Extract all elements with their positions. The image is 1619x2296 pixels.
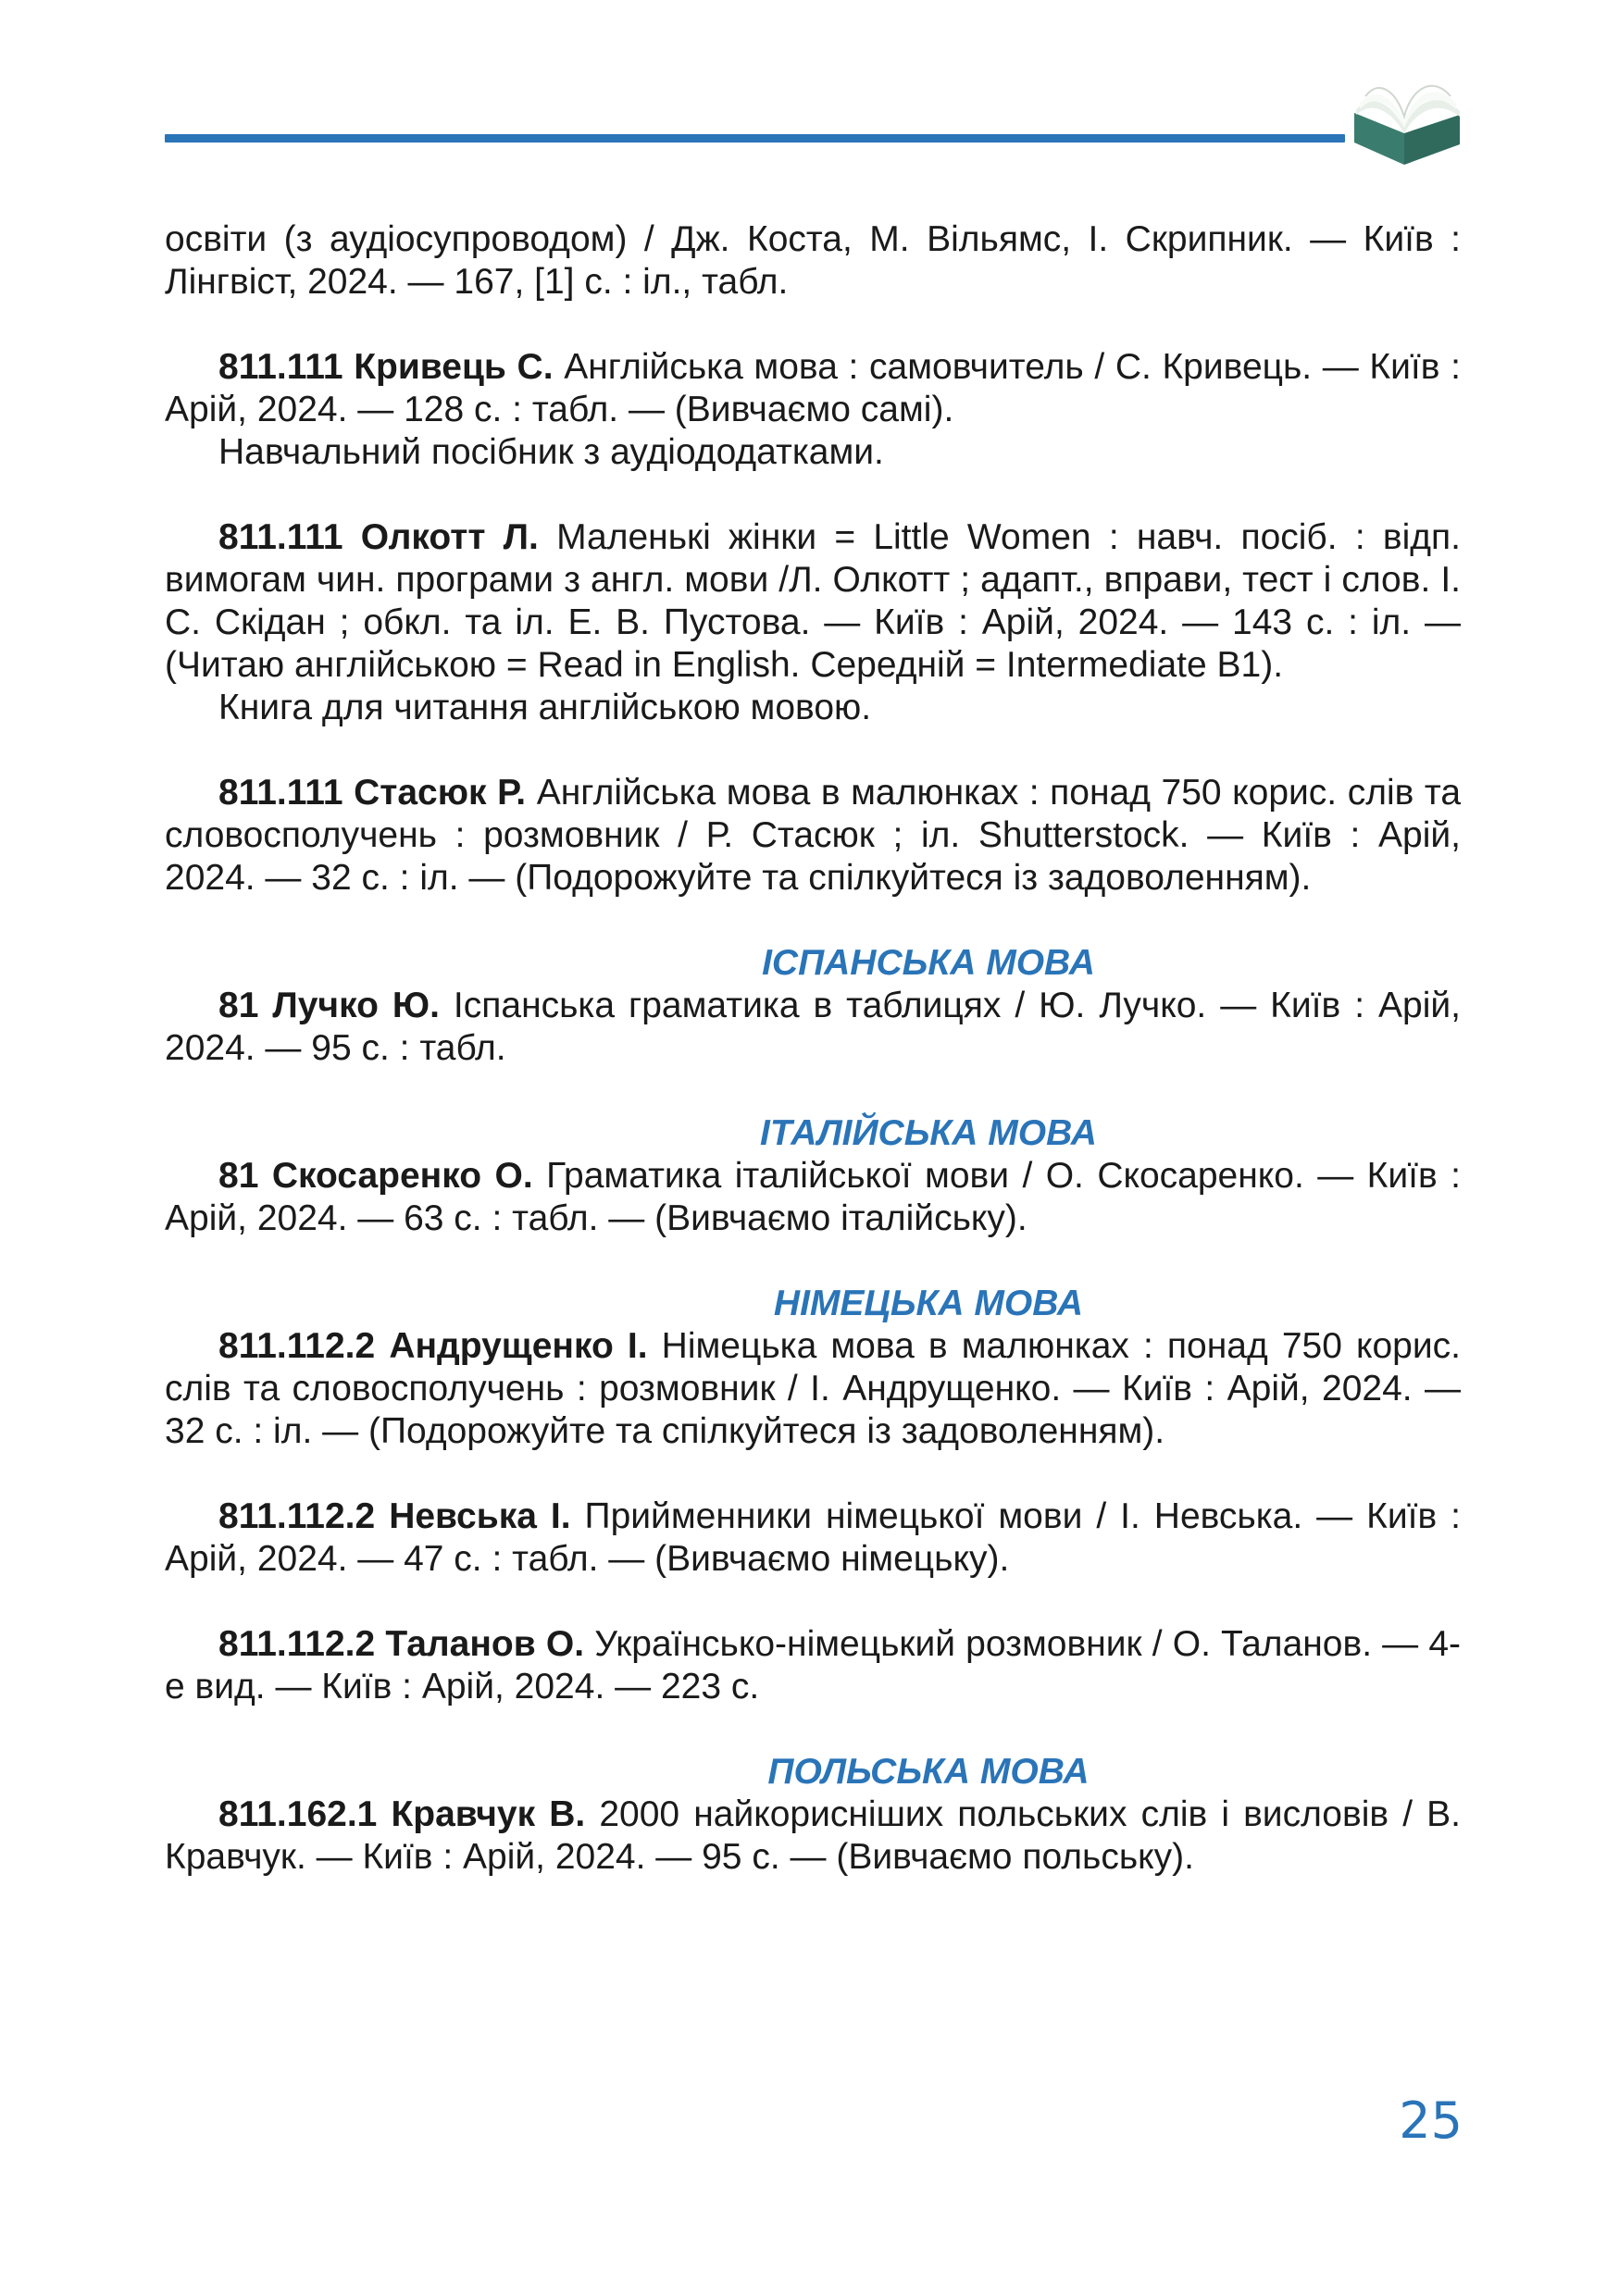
section-title: ІТАЛІЙСЬКА МОВА — [760, 1113, 1097, 1153]
entry-text: Іспанська граматика в таблицях / Ю. Лучко. — Київ : Арій, 2024. — 95 с. : табл. — [165, 986, 1462, 1068]
entry-german-1 — [165, 1325, 1461, 1453]
entry-code: 811.112.2 — [218, 1326, 376, 1366]
section-title: ПОЛЬСЬКА МОВА — [767, 1752, 1090, 1792]
entry-spanish-1 — [165, 985, 1461, 1070]
entry-author: Скосаренко О. — [271, 1156, 533, 1196]
entry-note: Навчальний посібник з аудіододатками. — [218, 432, 884, 472]
entry-polish-1 — [165, 1793, 1461, 1879]
entry-author: Андрущенко І. — [389, 1326, 648, 1366]
entry-text: Німецька мова в малюнках : понад 750 корис. слів та словосполучень : розмовник / І. Андрущенко. — Київ : Арій, 2024. — 32 с. : іл. — (Подорожуйте та спілкуйтеся із задоволенням). — [165, 1326, 1461, 1451]
entry-note: Книга для читання англійською мовою. — [218, 688, 872, 727]
entry-text: Українсько-німецький розмовник / О. Таланов. — 4-е вид. — Київ : Арій, 2024. — 223 с. — [165, 1624, 1462, 1706]
entry-code: 811.112.2 — [218, 1496, 376, 1536]
bibliography-content — [165, 218, 1461, 1921]
entry-code: 811.112.2 — [218, 1624, 376, 1664]
entry-english-1 — [165, 346, 1461, 474]
entry-author: Стасюк Р. — [354, 773, 527, 813]
entry-text: Англійська мова в малюнках : понад 750 корис. слів та словосполучень : розмовник / Р. Стасюк ; іл. Shutterstock. — Київ : Арій, 2024. — 32 с. : іл. — (Подорожуйте та спілкуйтеся із задоволенням). — [165, 773, 1462, 898]
entry-german-2 — [165, 1496, 1461, 1581]
entry-author: Таланов О. — [385, 1624, 585, 1664]
section-polish — [165, 1751, 1461, 1879]
entry-english-2 — [165, 516, 1461, 729]
entry-code: 811.111 — [218, 773, 343, 813]
entry-author: Кривець С. — [354, 347, 554, 387]
entry-text: Англійська мова : самовчитель / С. Кривець. — Київ : Арій, 2024. — 128 с. : табл. — (Вивчаємо самі). — [165, 347, 1461, 429]
continuation-text: освіти (з аудіосупроводом) / Дж. Коста, М. Вільямс, І. Скрипник. — Київ : Лінгвіст, 2024. — 167, [1] с. : іл., табл. — [165, 219, 1461, 302]
entry-text: Маленькі жінки = Little Women : навч. посіб. : відп. вимогам чин. програми з англ. мови /Л. Олкотт ; адапт., вправи, тест і слов. І. С. Скідан ; обкл. та іл. Е. В. Пустова. — Київ : Арій, 2024. — 143 с. : іл. — (Читаю англійською = Read in English. Середній = Intermediate B1). — [165, 517, 1461, 685]
entry-text: Прийменники німецької мови / І. Невська. — Київ : Арій, 2024. — 47 с. : табл. — (Вивчаємо німецьку). — [165, 1496, 1461, 1579]
entry-text: Граматика італійської мови / О. Скосаренко. — Київ : Арій, 2024. — 63 с. : табл. — (Вивчаємо італійську). — [165, 1156, 1461, 1238]
section-german — [165, 1283, 1461, 1708]
entry-code: 81 — [218, 986, 259, 1025]
entry-code: 811.111 — [218, 517, 343, 557]
entry-code: 81 — [218, 1156, 259, 1196]
entry-author: Невська І. — [389, 1496, 571, 1536]
open-book-icon — [1347, 76, 1467, 168]
section-title: ІСПАНСЬКА МОВА — [762, 943, 1095, 983]
entry-italian-1 — [165, 1155, 1461, 1240]
entry-english-3 — [165, 772, 1461, 900]
section-title: НІМЕЦЬКА МОВА — [773, 1284, 1084, 1323]
section-italian — [165, 1112, 1461, 1240]
entry-author: Лучко Ю. — [272, 986, 440, 1025]
entry-code: 811.162.1 — [218, 1794, 378, 1834]
entry-code: 811.111 — [218, 347, 343, 387]
section-spanish — [165, 942, 1461, 1070]
entry-text: 2000 найкорисніших польських слів і висловів / В. Кравчук. — Київ : Арій, 2024. — 95 с. — (Вивчаємо польську). — [165, 1794, 1461, 1877]
entry-author: Кравчук В. — [391, 1794, 586, 1834]
entry-author: Олкотт Л. — [360, 517, 539, 557]
continuation-entry — [165, 218, 1461, 304]
header-rule — [165, 134, 1345, 143]
entry-german-3 — [165, 1623, 1461, 1708]
page-number: 25 — [1399, 2091, 1463, 2150]
